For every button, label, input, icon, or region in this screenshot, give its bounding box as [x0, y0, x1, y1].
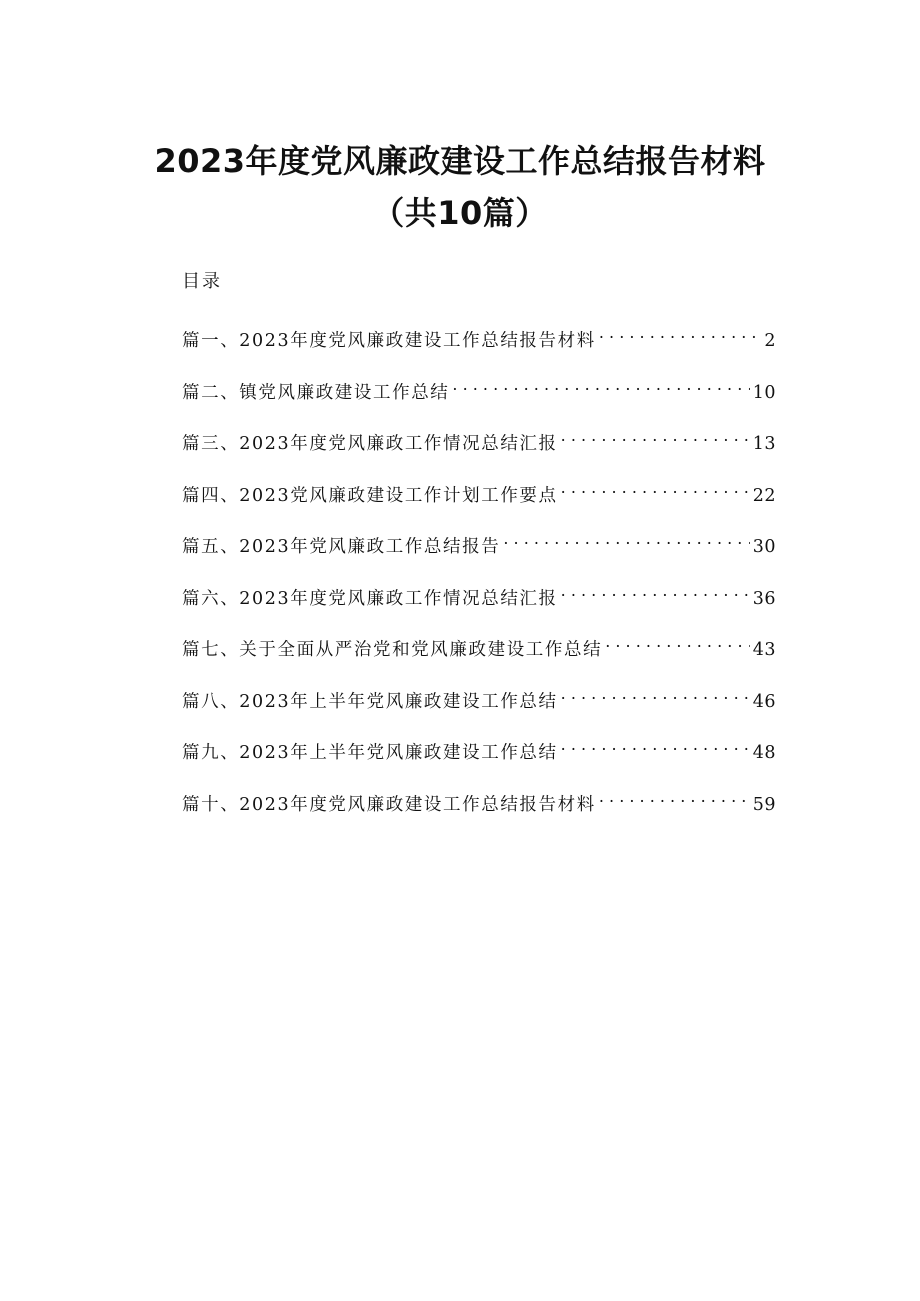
toc-dot-leader — [452, 372, 749, 398]
toc-entry[interactable] — [182, 423, 776, 475]
toc-dot-leader — [561, 475, 750, 501]
toc-dot-leader — [561, 423, 750, 449]
toc-dot-leader — [605, 629, 750, 655]
toc-entry-page: 48 — [752, 743, 776, 763]
toc-dot-leader — [599, 320, 762, 346]
toc-entry-title: 篇三、2023年度党风廉政工作情况总结汇报 — [182, 434, 558, 454]
toc-entry-page: 43 — [752, 640, 776, 660]
toc-entry-page: 36 — [752, 588, 776, 609]
toc-entry[interactable] — [182, 320, 776, 372]
toc-entry-page: 2 — [764, 331, 776, 351]
toc-entry[interactable] — [182, 578, 776, 630]
document-title: 2023年度党风廉政建设工作总结报告材料 — [154, 142, 766, 180]
toc-entry-page: 59 — [752, 794, 776, 815]
toc-dot-leader — [561, 578, 750, 604]
toc-entry-title: 篇四、2023党风廉政建设工作计划工作要点 — [182, 485, 558, 506]
toc-entry-title: 篇一、2023年度党风廉政建设工作总结报告材料 — [182, 331, 596, 351]
toc-dot-leader — [599, 784, 750, 810]
toc-entry-title: 篇六、2023年度党风廉政工作情况总结汇报 — [182, 588, 558, 609]
toc-entry-title: 篇二、镇党风廉政建设工作总结 — [182, 382, 450, 403]
table-of-contents — [182, 320, 776, 835]
toc-entry-page: 46 — [752, 691, 776, 712]
toc-entry-title: 篇七、关于全面从严治党和党风廉政建设工作总结 — [182, 640, 603, 660]
toc-entry-title: 篇八、2023年上半年党风廉政建设工作总结 — [182, 691, 558, 712]
toc-entry-page: 13 — [752, 434, 776, 454]
toc-entry-page: 10 — [752, 382, 776, 403]
toc-entry[interactable] — [182, 372, 776, 424]
toc-entry[interactable] — [182, 629, 776, 681]
toc-dot-leader — [561, 732, 750, 758]
toc-entry-page: 22 — [752, 485, 776, 506]
toc-entry[interactable] — [182, 526, 776, 578]
toc-entry[interactable] — [182, 475, 776, 527]
toc-entry-title: 篇九、2023年上半年党风廉政建设工作总结 — [182, 743, 558, 763]
toc-entry[interactable] — [182, 681, 776, 733]
toc-entry[interactable] — [182, 784, 776, 836]
toc-dot-leader — [503, 526, 749, 552]
document-subtitle: （共10篇） — [372, 194, 548, 232]
toc-entry-page: 30 — [752, 537, 776, 557]
toc-entry-title: 篇十、2023年度党风廉政建设工作总结报告材料 — [182, 794, 596, 815]
toc-dot-leader — [561, 681, 750, 707]
toc-entry-title: 篇五、2023年党风廉政工作总结报告 — [182, 537, 501, 557]
toc-heading: 目录 — [182, 271, 222, 292]
toc-entry[interactable] — [182, 732, 776, 784]
